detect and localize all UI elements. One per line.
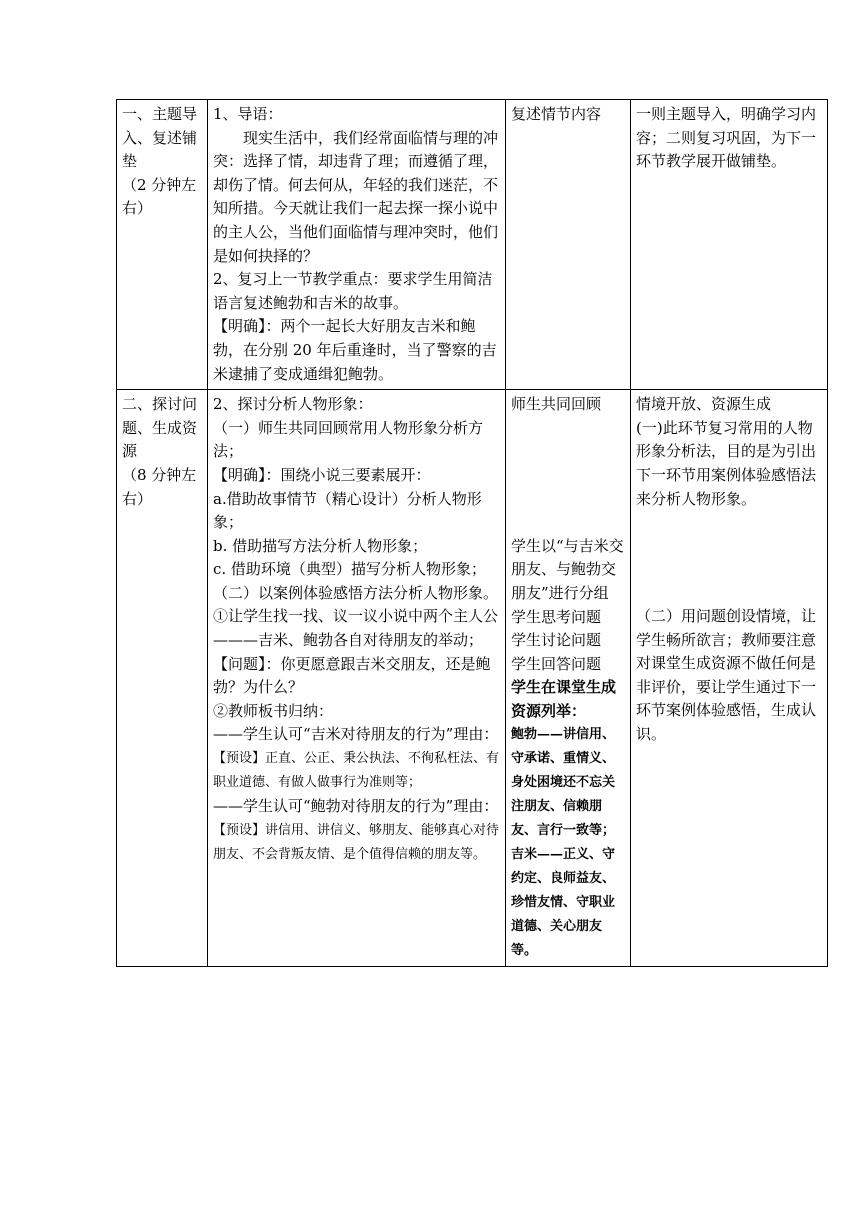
content-line: 【预设】讲信用、讲信义、够朋友、能够真心对待朋友、不会背叛友情、是个值得信赖的朋友等。	[213, 822, 500, 862]
student-activity-cell	[506, 390, 631, 967]
purpose-line: 一则主题导入，明确学习内容；二则复习巩固，为下一环节教学展开做铺垫。	[636, 105, 817, 171]
spacer	[511, 417, 625, 535]
content-line: 2、复习上一节教学重点：要求学生用简洁语言复述鲍勃和吉米的故事。	[213, 270, 493, 312]
purpose-cell	[631, 100, 828, 390]
content-line: （二）以案例体验感悟方法分析人物形象。	[213, 583, 499, 602]
content-line: 1、导语：	[213, 105, 283, 123]
stage-cell	[117, 100, 208, 390]
student-line: 复述情节内容	[511, 105, 602, 123]
lesson-plan-table	[116, 99, 828, 967]
content-line: 【明确】：围绕小说三要素展开：	[213, 465, 431, 484]
content-cell	[208, 390, 506, 967]
content-line: a.借助故事情节（精心设计）分析人物形象；	[213, 489, 482, 532]
student-activity-cell	[506, 100, 631, 390]
content-line: ——学生认可“鲍勃对待朋友的行为”理由：	[213, 797, 499, 816]
content-line: 【预设】正直、公正、秉公执法、不徇私枉法、有职业道德、有做人做事行为准则等；	[213, 751, 500, 791]
stage-duration: （2 分钟左右）	[122, 175, 197, 218]
student-line: 吉米——正义、守约定、良师益友、珍惜友情、守职业道德、关心朋友等。	[511, 847, 616, 959]
content-line: 2、探讨分析人物形象：	[213, 395, 373, 414]
purpose-cell	[631, 390, 828, 967]
spacer	[636, 511, 822, 605]
student-line: 鲍勃——讲信用、守承诺、重情义、身处困境还不忘关注朋友、信赖朋友、言行一致等；	[511, 727, 616, 839]
content-line: ——学生认可“吉米对待朋友的行为”理由：	[213, 725, 499, 744]
table-row	[117, 100, 828, 390]
purpose-line: (一)此环节复习常用的人物形象分析法，目的是为引出下一环节用案例体验感悟法来分析人物形象。	[636, 418, 817, 508]
content-line: c. 借助环境（典型）描写分析人物形象；	[213, 560, 486, 579]
content-line: ②教师板书归纳：	[213, 701, 334, 720]
table-row	[117, 390, 828, 967]
content-line: 【明确】：两个一起长大好朋友吉米和鲍勃，在分别 20 年后重逢时，当了警察的吉米逮捕了变成通缉犯鲍勃。	[213, 317, 497, 383]
stage-title: 二、探讨问题、生成资源	[122, 395, 198, 461]
student-line: 师生共同回顾	[511, 395, 602, 414]
student-line: 学生回答问题	[511, 654, 602, 673]
content-line: b. 借助描写方法分析人物形象；	[213, 536, 428, 555]
student-line: 学生在课堂生成资源列举：	[511, 678, 617, 720]
content-cell	[208, 100, 506, 390]
student-line: 学生讨论问题	[511, 631, 602, 650]
stage-duration: （8 分钟左右）	[122, 465, 197, 508]
content-line: 【问题】：你更愿意跟吉米交朋友，还是鲍勃？为什么？	[213, 654, 491, 697]
content-line: 现实生活中，我们经常面临情与理的冲突：选择了情，却违背了理；而遵循了理，却伤了情。何去何从，年轻的我们迷茫，不知所措。今天就让我们一起去探一探小说中的主人公，当他们面临情与理冲突时，他们是如何抉择的？	[213, 128, 499, 265]
student-line: 学生以“与吉米交朋友、与鲍勃交朋友”进行分组	[511, 536, 624, 602]
stage-title: 一、主题导入、复述铺垫	[122, 105, 198, 171]
content-line: （一）师生共同回顾常用人物形象分析方法；	[213, 418, 484, 461]
content-line: ①让学生找一找、议一议小说中两个主人公———吉米、鲍勃各自对待朋友的举动；	[213, 607, 499, 650]
purpose-line: 情境开放、资源生成	[636, 395, 772, 414]
purpose-line: （二）用问题创设情境，让学生畅所欲言；教师要注意对课堂生成资源不做任何是非评价，要让学生通过下一环节案例体验感悟，生成认识。	[636, 607, 817, 744]
stage-cell	[117, 390, 208, 967]
student-line: 学生思考问题	[511, 607, 602, 626]
